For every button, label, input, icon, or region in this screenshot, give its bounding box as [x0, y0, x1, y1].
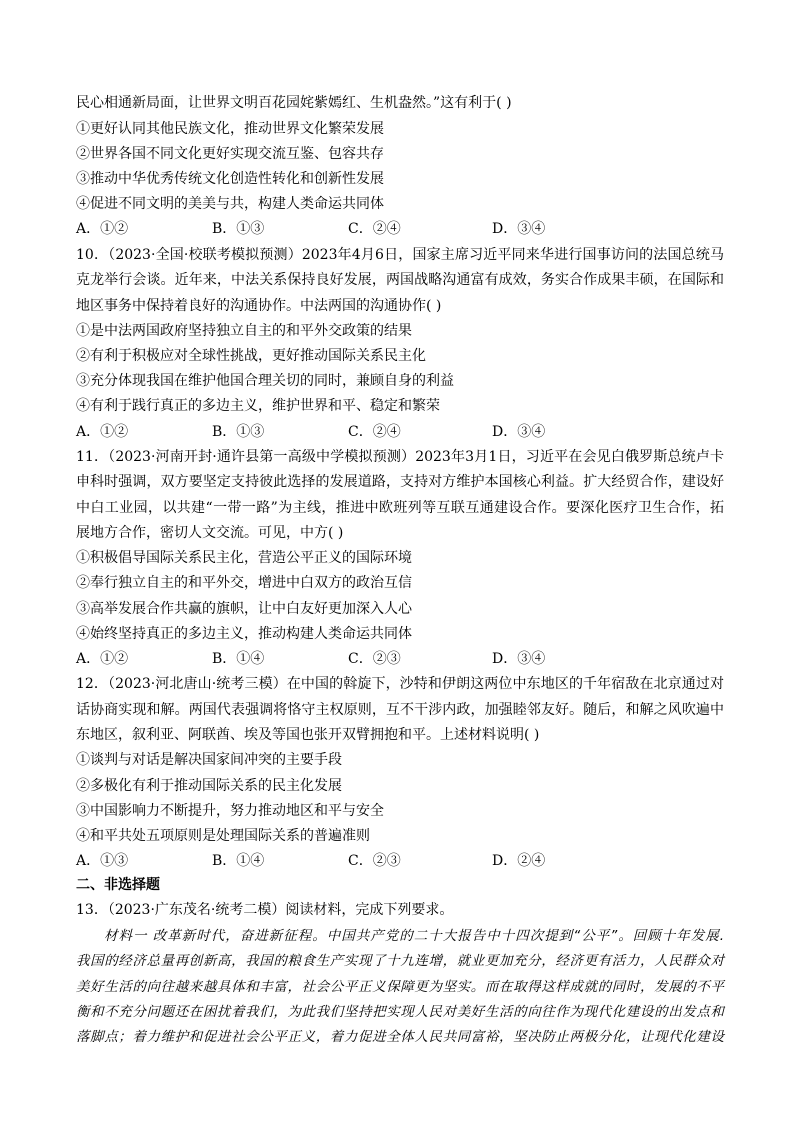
- q13-material-line-4: 衡和不充分问题还在困扰着我们，为此我们坚持把实现人民对美好生活的向往作为现代化建设的出发点和: [76, 1004, 724, 1020]
- q11-stem-line-1: 11．（2023·河南开封·通许县第一高级中学模拟预测）2023年3月1日，习近平在会见白俄罗斯总统卢卡: [76, 449, 724, 465]
- q10-options: [76, 421, 724, 443]
- q9-item-1: ①更好认同其他民族文化，推动世界文化繁荣发展: [76, 121, 384, 137]
- q12-option-c: C．②③: [348, 853, 401, 869]
- q10-option-b: B．①③: [212, 424, 265, 440]
- q9-item-4: ④促进不同文明的美美与共，构建人类命运共同体: [76, 196, 384, 212]
- q9-option-b: B．①③: [212, 221, 265, 237]
- q11-option-a: A．①②: [76, 651, 129, 667]
- q10-option-d: D．③④: [492, 424, 546, 440]
- q9-option-c: C．②④: [348, 221, 401, 237]
- q9-stem-tail: 民心相通新局面，让世界文明百花园姹紫嫣红、生机盎然。”这有利于( ): [76, 95, 512, 111]
- q11-option-d: D．③④: [492, 651, 546, 667]
- q9-item-3: ③推动中华优秀传统文化创造性转化和创新性发展: [76, 171, 384, 187]
- q13-stem: 13．（2023·广东茂名·统考二模）阅读材料，完成下列要求。: [76, 902, 454, 918]
- q10-stem-line-2: 克龙举行会谈。近年来，中法关系保持良好发展，两国战略沟通富有成效，务实合作成果丰硕，在国际和: [76, 272, 724, 288]
- q10-stem-line-1: 10．（2023·全国·校联考模拟预测）2023年4月6日，国家主席习近平同来华进行国事访问的法国总统马: [76, 247, 724, 263]
- q9-option-d: D．③④: [492, 221, 546, 237]
- q11-item-2: ②奉行独立自主的和平外交，增进中白双方的政治互信: [76, 575, 412, 591]
- section-title: 二、非选择题: [76, 877, 160, 893]
- q10-option-c: C．②④: [348, 424, 401, 440]
- q12-item-1: ①谈判与对话是解决国家间冲突的主要手段: [76, 752, 342, 768]
- q11-item-3: ③高举发展合作共赢的旗帜，让中白友好更加深入人心: [76, 601, 412, 617]
- q11-item-4: ④始终坚持真正的多边主义，推动构建人类命运共同体: [76, 626, 412, 642]
- q10-option-a: A．①②: [76, 424, 129, 440]
- q12-stem-line-2: 话协商实现和解。两国代表强调将恪守主权原则，互不干涉内政，加强睦邻友好。随后，和解之风吹遍中: [76, 702, 724, 718]
- q12-item-2: ②多极化有利于推动国际关系的民主化发展: [76, 778, 342, 794]
- q11-item-1: ①积极倡导国际关系民主化，营造公平正义的国际环境: [76, 550, 412, 566]
- q12-stem-line-1: 12．（2023·河北唐山·统考三模）在中国的斡旋下，沙特和伊朗这两位中东地区的千年宿敌在北京通过对: [76, 676, 724, 692]
- q12-item-4: ④和平共处五项原则是处理国际关系的普遍准则: [76, 828, 370, 844]
- q12-item-3: ③中国影响力不断提升，努力推动地区和平与安全: [76, 803, 384, 819]
- q10-item-4: ④有利于践行真正的多边主义，维护世界和平、稳定和繁荣: [76, 398, 440, 414]
- q12-option-d: D．②④: [492, 853, 546, 869]
- q11-option-c: C．②③: [348, 651, 401, 667]
- q12-stem-line-3: 东地区，叙利亚、阿联酋、埃及等国也张开双臂拥抱和平。上述材料说明( ): [76, 727, 540, 743]
- q9-item-2: ②世界各国不同文化更好实现交流互鉴、包容共存: [76, 146, 384, 162]
- q10-item-1: ①是中法两国政府坚持独立自主的和平外交政策的结果: [76, 323, 412, 339]
- q13-material-line-2: 我国的经济总量再创新高，我国的粮食生产实现了十九连增，就业更加充分，经济更有活力，人民群众对: [76, 953, 724, 969]
- q11-stem-line-2: 申科时强调，双方要坚定支持彼此选择的发展道路，支持对方维护本国核心利益。扩大经贸合作，建设好: [76, 474, 724, 490]
- q9-option-a: A．①②: [76, 221, 129, 237]
- q10-stem-line-3: 地区事务中保持着良好的沟通协作。中法两国的沟通协作( ): [76, 298, 442, 314]
- q12-options: [76, 850, 724, 872]
- q11-options: [76, 648, 724, 670]
- q12-option-b: B．①④: [212, 853, 265, 869]
- q13-material-line-5: 落脚点；着力维护和促进社会公平正义，着力促进全体人民共同富裕，坚决防止两极分化，让现代化建设: [76, 1029, 724, 1045]
- q10-item-2: ②有利于积极应对全球性挑战，更好推动国际关系民主化: [76, 348, 426, 364]
- q11-stem-line-4: 展地方合作，密切人文交流。可见，中方( ): [76, 525, 344, 541]
- q11-option-b: B．①④: [212, 651, 265, 667]
- q13-material-line-3: 美好生活的向往越来越具体和丰富，社会公平正义保障更为坚实。而在取得这样成就的同时，发展的不平: [76, 979, 724, 995]
- q11-stem-line-3: 中白工业园，以共建“一带一路”为主线，推进中欧班列等互联互通建设合作。要深化医疗卫生合作，拓: [76, 500, 724, 516]
- q9-options: [76, 218, 724, 240]
- q13-material-line-1: 材料一 改革新时代，奋进新征程。中国共产党的二十大报告中十四次提到“公平”。回顾十年发展.: [104, 928, 724, 944]
- q12-option-a: A．①③: [76, 853, 129, 869]
- q10-item-3: ③充分体现我国在维护他国合理关切的同时，兼顾自身的利益: [76, 373, 454, 389]
